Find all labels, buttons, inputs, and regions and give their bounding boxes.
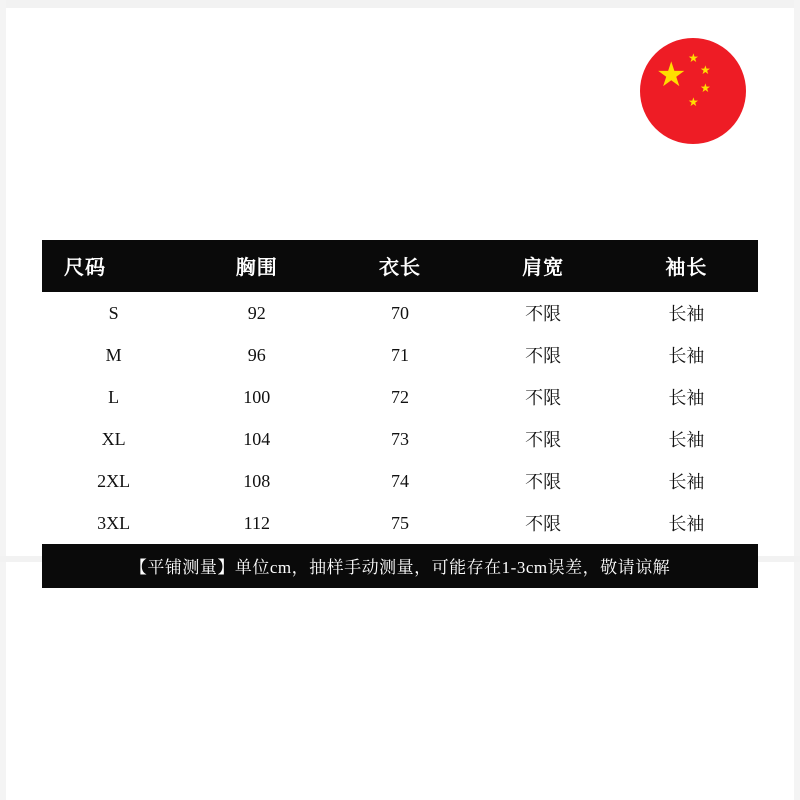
size-table	[42, 240, 758, 544]
top-band	[0, 0, 800, 8]
cell-bust: 100	[185, 376, 328, 418]
cell-sleeve: 长袖	[615, 334, 758, 376]
column-header-size: 尺码	[42, 240, 185, 292]
table-row	[42, 292, 758, 334]
flag-circle	[640, 38, 746, 144]
flag-star-small-4: ★	[688, 95, 699, 109]
right-edge	[794, 0, 800, 800]
cell-sleeve: 长袖	[615, 460, 758, 502]
measurement-note: 【平铺测量】单位cm，抽样手动测量，可能存在1-3cm误差，敬请谅解	[42, 544, 758, 588]
table-body	[42, 292, 758, 544]
cell-length: 74	[328, 460, 471, 502]
cell-size: XL	[42, 418, 185, 460]
table-row	[42, 334, 758, 376]
table-row	[42, 502, 758, 544]
table-header	[42, 240, 758, 292]
cell-sleeve: 长袖	[615, 418, 758, 460]
table-row	[42, 376, 758, 418]
cell-size: M	[42, 334, 185, 376]
cell-length: 71	[328, 334, 471, 376]
column-header-bust: 胸围	[185, 240, 328, 292]
flag-star-large: ★	[656, 55, 687, 95]
cell-bust: 96	[185, 334, 328, 376]
cell-bust: 104	[185, 418, 328, 460]
cell-shoulder: 不限	[472, 502, 615, 544]
cell-length: 75	[328, 502, 471, 544]
column-header-shoulder: 肩宽	[472, 240, 615, 292]
table-row	[42, 418, 758, 460]
column-header-length: 衣长	[328, 240, 471, 292]
table-row	[42, 460, 758, 502]
cell-length: 72	[328, 376, 471, 418]
cell-size: 3XL	[42, 502, 185, 544]
table-header-row	[42, 240, 758, 292]
left-edge	[0, 0, 6, 800]
size-chart	[42, 240, 758, 588]
cell-sleeve: 长袖	[615, 376, 758, 418]
cell-length: 70	[328, 292, 471, 334]
cell-shoulder: 不限	[472, 418, 615, 460]
cell-sleeve: 长袖	[615, 502, 758, 544]
column-header-sleeve: 袖长	[615, 240, 758, 292]
cell-size: 2XL	[42, 460, 185, 502]
cell-size: S	[42, 292, 185, 334]
cell-bust: 112	[185, 502, 328, 544]
cell-shoulder: 不限	[472, 292, 615, 334]
china-flag-badge	[640, 38, 746, 144]
cell-shoulder: 不限	[472, 376, 615, 418]
flag-star-small-2: ★	[700, 63, 711, 77]
cell-shoulder: 不限	[472, 334, 615, 376]
flag-star-small-3: ★	[700, 81, 711, 95]
flag-star-small-1: ★	[688, 51, 699, 65]
cell-length: 73	[328, 418, 471, 460]
cell-shoulder: 不限	[472, 460, 615, 502]
cell-size: L	[42, 376, 185, 418]
cell-bust: 108	[185, 460, 328, 502]
cell-sleeve: 长袖	[615, 292, 758, 334]
cell-bust: 92	[185, 292, 328, 334]
